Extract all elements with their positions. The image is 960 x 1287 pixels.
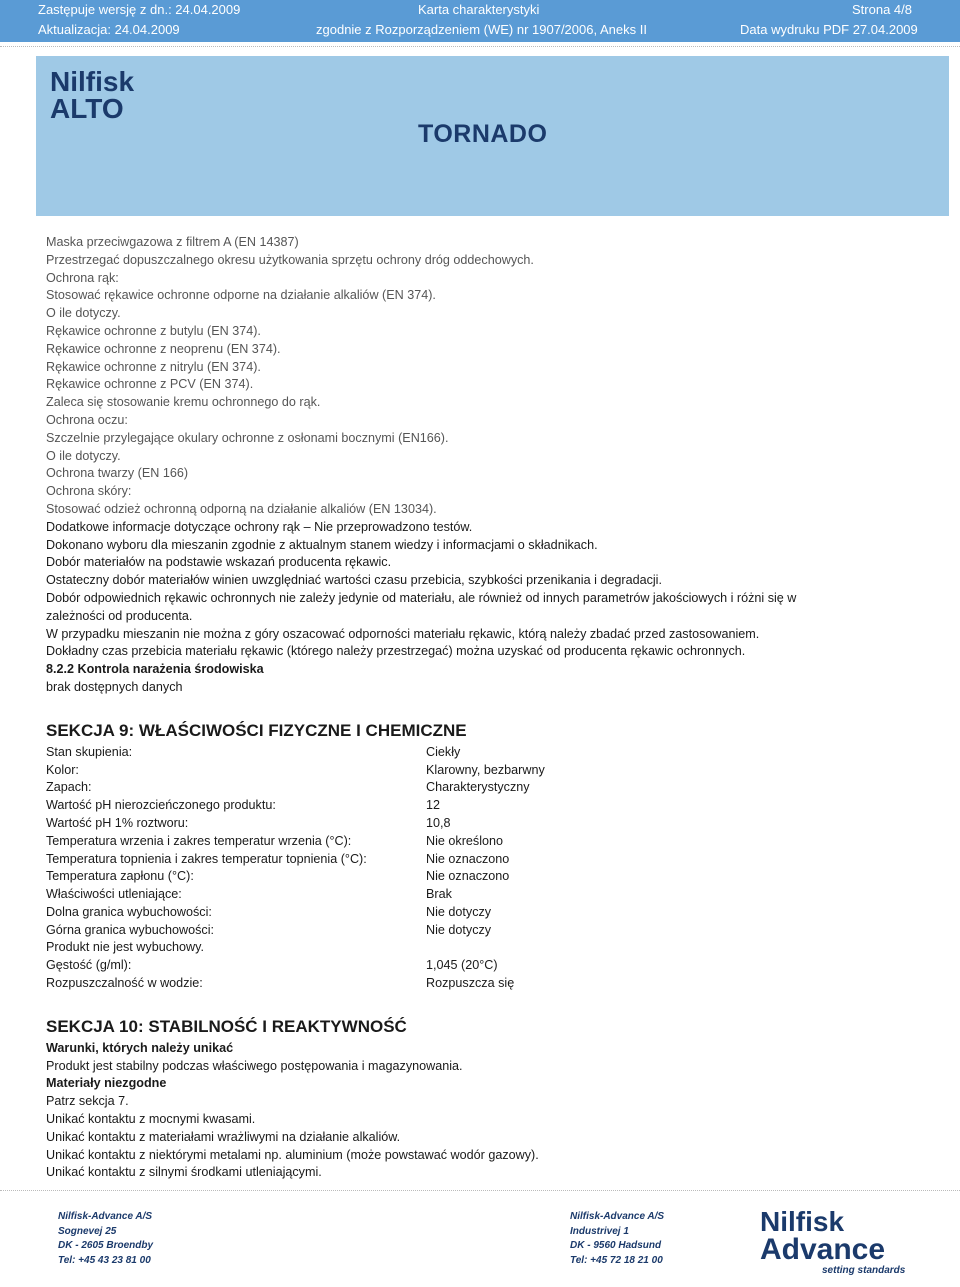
text-line: O ile dotyczy. xyxy=(46,448,121,463)
text-line: Patrz sekcja 7. xyxy=(46,1094,129,1109)
property-row xyxy=(46,744,926,762)
footer-divider xyxy=(0,1190,960,1191)
nilfisk-advance-logo xyxy=(760,1208,905,1276)
section-9-title: SEKCJA 9: WŁAŚCIWOŚCI FIZYCZNE I CHEMICZNE xyxy=(46,720,467,740)
properties-list xyxy=(46,744,926,993)
text-line: Ochrona twarzy (EN 166) xyxy=(46,466,189,481)
property-value: Ciekły xyxy=(426,744,461,759)
text-line: Produkt jest stabilny podczas właściwego postępowania i magazynowania. xyxy=(46,1058,463,1073)
property-row xyxy=(46,957,926,975)
subsection-heading xyxy=(46,661,926,679)
company-name: Nilfisk-Advance A/S xyxy=(58,1211,153,1222)
text-line: Stosować odzież ochronną odporną na działanie alkaliów (EN 13034). xyxy=(46,501,437,516)
footer-address-broendby xyxy=(58,1210,153,1268)
subheading-materials: Materiały niezgodne xyxy=(46,1076,167,1091)
property-label: Wartość pH nierozcieńczonego produktu: xyxy=(46,798,276,813)
property-row xyxy=(46,762,926,780)
logo-line-2: Advance xyxy=(760,1233,886,1266)
property-value: Nie dotyczy xyxy=(426,922,492,937)
property-row xyxy=(46,975,926,993)
logo-tagline: setting standards xyxy=(822,1265,906,1276)
page-number: Strona 4/8 xyxy=(852,2,912,17)
regulation-reference: zgodnie z Rozporządzeniem (WE) nr 1907/2006, Aneks II xyxy=(316,22,647,37)
property-row xyxy=(46,833,926,851)
property-label: Wartość pH 1% roztworu: xyxy=(46,815,189,830)
header-divider xyxy=(0,46,960,47)
text-line: O ile dotyczy. xyxy=(46,306,121,321)
text-line: Unikać kontaktu z niektórymi metalami np. aluminium (może powstawać wodór gazowy). xyxy=(46,1147,539,1162)
property-label: Temperatura wrzenia i zakres temperatur wrzenia (°C): xyxy=(46,833,352,848)
print-date: Data wydruku PDF 27.04.2009 xyxy=(740,22,918,37)
text-line: W przypadku mieszanin nie można z góry oszacować odporności materiału rękawic, którą należy zbadać przed zastosowaniem. xyxy=(46,626,760,641)
city: DK - 2605 Broendby xyxy=(58,1240,154,1251)
logo-line-1: Nilfisk xyxy=(50,66,135,97)
property-row xyxy=(46,797,926,815)
property-label: Górna granica wybuchowości: xyxy=(46,922,214,937)
text-line: Rękawice ochronne z nitrylu (EN 374). xyxy=(46,359,261,374)
subsection-number: 8.2.2 xyxy=(46,662,75,677)
property-value: 10,8 xyxy=(426,815,451,830)
replaces-version: Zastępuje wersję z dn.: 24.04.2009 xyxy=(38,2,241,17)
property-row xyxy=(46,904,926,922)
text-line: zależności od producenta. xyxy=(46,608,193,623)
property-value: 1,045 (20°C) xyxy=(426,958,498,973)
street: Industrivej 1 xyxy=(570,1225,629,1237)
property-value: Charakterystyczny xyxy=(426,780,530,795)
property-label: Stan skupienia: xyxy=(46,744,133,759)
company-name: Nilfisk-Advance A/S xyxy=(570,1211,665,1222)
property-value: Brak xyxy=(426,887,452,902)
street: Sognevej 25 xyxy=(58,1225,117,1237)
text-line: Szczelnie przylegające okulary ochronne z osłonami bocznymi (EN166). xyxy=(46,430,449,445)
update-date: Aktualizacja: 24.04.2009 xyxy=(38,22,180,37)
text-line: Ochrona rąk: xyxy=(46,270,119,285)
text-line: Rękawice ochronne z PCV (EN 374). xyxy=(46,377,254,392)
product-name: TORNADO xyxy=(418,120,548,148)
text-line: Ochrona skóry: xyxy=(46,484,132,499)
property-row xyxy=(46,886,926,904)
property-value: Nie dotyczy xyxy=(426,904,492,919)
text-line: Dobór odpowiednich rękawic ochronnych nie zależy jedynie od materiału, ale również od innych parametrów jakościowych i różni się w xyxy=(46,590,797,605)
property-label: Gęstość (g/ml): xyxy=(46,958,132,973)
property-value: Nie oznaczono xyxy=(426,851,510,866)
property-row xyxy=(46,815,926,833)
subheading-conditions: Warunki, których należy unikać xyxy=(46,1040,234,1055)
property-row xyxy=(46,851,926,869)
property-value: Rozpuszcza się xyxy=(426,976,515,991)
text-line: Rękawice ochronne z butylu (EN 374). xyxy=(46,323,261,338)
footer-address-hadsund xyxy=(570,1210,664,1268)
nilfisk-alto-logo xyxy=(50,68,134,122)
property-row xyxy=(46,868,926,886)
property-row xyxy=(46,922,926,940)
text-line: Unikać kontaktu z mocnymi kwasami. xyxy=(46,1112,256,1127)
property-label: Właściwości utleniające: xyxy=(46,887,182,902)
document-header-bar xyxy=(0,0,960,42)
phone: Tel: +45 72 18 21 00 xyxy=(570,1254,663,1266)
property-label: Kolor: xyxy=(46,762,79,777)
text-line: Ostateczny dobór materiałów winien uwzględniać wartości czasu przebicia, szybkości przenikania i degradacji. xyxy=(46,573,662,588)
text-line: Rękawice ochronne z neoprenu (EN 374). xyxy=(46,341,281,356)
text-line: Dodatkowe informacje dotyczące ochrony rąk – Nie przeprowadzono testów. xyxy=(46,519,473,534)
property-label: Temperatura topnienia i zakres temperatur topnienia (°C): xyxy=(46,851,367,866)
text-line: Zaleca się stosowanie kremu ochronnego do rąk. xyxy=(46,395,321,410)
property-label: Dolna granica wybuchowości: xyxy=(46,904,212,919)
logo-line-1: Nilfisk xyxy=(760,1206,845,1237)
text-line: Maska przeciwgazowa z filtrem A (EN 14387) xyxy=(46,235,299,249)
text-line: Dokładny czas przebicia materiału rękawic (którego należy przestrzegać) można uzyskać od producenta rękawic ochronnych. xyxy=(46,644,746,659)
property-label: Rozpuszczalność w wodzie: xyxy=(46,976,203,991)
property-value: Nie oznaczono xyxy=(426,869,510,884)
logo-line-2: ALTO xyxy=(50,93,124,124)
text-line: Ochrona oczu: xyxy=(46,412,128,427)
property-label: Temperatura zapłonu (°C): xyxy=(46,869,194,884)
text-line: Unikać kontaktu z materiałami wrażliwymi na działanie alkaliów. xyxy=(46,1129,401,1144)
city: DK - 9560 Hadsund xyxy=(570,1240,662,1251)
property-value: 12 xyxy=(426,798,441,813)
subsection-title: Kontrola narażenia środowiska xyxy=(77,662,264,677)
text-line: Stosować rękawice ochronne odporne na działanie alkaliów (EN 374). xyxy=(46,288,436,303)
text-line: Unikać kontaktu z silnymi środkami utleniającymi. xyxy=(46,1165,322,1180)
subsection-text: brak dostępnych danych xyxy=(46,679,183,694)
property-label: Produkt nie jest wybuchowy. xyxy=(46,940,204,955)
property-value: Klarowny, bezbarwny xyxy=(426,762,545,777)
document-body xyxy=(46,234,926,1182)
property-value: Nie określono xyxy=(426,833,504,848)
property-row xyxy=(46,779,926,797)
document-title: Karta charakterystyki xyxy=(418,2,540,17)
product-banner xyxy=(36,56,949,216)
property-row xyxy=(46,939,926,957)
text-line: Przestrzegać dopuszczalnego okresu użytkowania sprzętu ochrony dróg oddechowych. xyxy=(46,252,534,267)
text-line: Dokonano wyboru dla mieszanin zgodnie z aktualnym stanem wiedzy i informacjami o składnikach. xyxy=(46,537,598,552)
property-label: Zapach: xyxy=(46,780,92,795)
phone: Tel: +45 43 23 81 00 xyxy=(58,1254,151,1266)
section-10-title: SEKCJA 10: STABILNOŚĆ I REAKTYWNOŚĆ xyxy=(46,1016,407,1036)
text-line: Dobór materiałów na podstawie wskazań producenta rękawic. xyxy=(46,555,392,570)
